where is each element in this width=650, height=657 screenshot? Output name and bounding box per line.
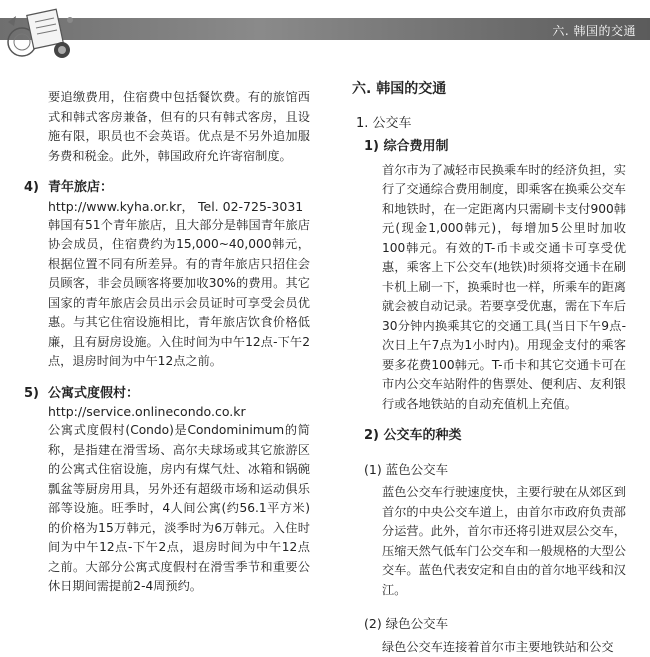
decorative-logo: [2, 2, 80, 62]
condo-heading: 5) 公寓式度假村：: [48, 384, 310, 404]
condo-url: http://service.onlinecondo.co.kr: [48, 403, 310, 421]
blue-bus-paragraph: 蓝色公交车行驶速度快，主要行驶在从郊区到首尔的中央公交车道上，由首尔市政府负责部分运营。此外，首尔市还将引进双层公交车，压缩天然气低车门公交车和一般规格的大型公交车。蓝色代表安定和自由的首尔地平线和汉江。: [382, 483, 626, 600]
condo-title: 公寓式度假村：: [48, 386, 139, 401]
youth-hostel-paragraph: 韩国有51个青年旅店，且大部分是韩国青年旅店协会成员，住宿费约为15,000~40,000韩元，根据位置不同有所差异。有的青年旅店只招住会员顾客，非会员顾客将要加收30%的费用。其它国家的青年旅店会员出示会员证时可享受会员优惠。与其它住宿设施相比，青年旅店饮食价格低廉，且有厨房设施。入住时间为中午12点-下午2点，退房时间为中午12点之前。: [48, 216, 310, 372]
youth-hostel-title: 青年旅店：: [48, 180, 113, 195]
youth-hostel-url: http://www.kyha.or.kr， Tel. 02-725-3031: [48, 198, 310, 216]
bus-types-heading: 2) 公交车的种类: [364, 426, 626, 446]
condo-entry: [48, 384, 310, 597]
section-title: 六. 韩国的交通: [352, 80, 626, 100]
bus-heading: 1. 公交车: [356, 114, 626, 134]
youth-hostel-entry: [48, 178, 310, 372]
integrated-fare-heading: 1) 综合费用制: [364, 137, 626, 157]
blue-bus-heading: (1) 蓝色公交车: [364, 460, 626, 480]
right-column: [342, 88, 626, 657]
integrated-fare-paragraph: 首尔市为了减轻市民换乘车时的经济负担，实行了交通综合费用制度，即乘客在换乘公交车和地铁时，在一定距离内只需刷卡支付900韩元(现金1,000韩元)，每增加5公里时加收100韩元。有效的T-币卡或交通卡可享受优惠，乘客上下公交车(地铁)时须将交通卡在刷卡机上刷一下，换乘时也一样，所乘车的距离就会被自动记录。若要享受优惠，需在下车后30分钟内换乘其它的交通工具(当日下午9点-次日上午7点为1小时内)。用现金支付的乘客要多花费100韩元。T-币卡和其它交通卡可在市内公交车站附件的售票处、便利店、友利银行或各地铁站的自动充值机上充值。: [382, 161, 626, 415]
running-header-title: 六. 韩国的交通: [552, 22, 636, 39]
youth-hostel-heading: 4) 青年旅店：: [48, 178, 310, 198]
lodging-intro-paragraph: 要追缴费用，住宿费中包括餐饮费。有的旅馆西式和韩式客房兼备，但有的只有韩式客房，且设施有限，职员也不会英语。优点是不另外追加服务费和税金。此外，韩国政府允许寄宿制度。: [48, 88, 310, 166]
condo-paragraph: 公寓式度假村(Condo)是Condominimum的简称，是指建在滑雪场、高尔夫球场或其它旅游区的公寓式住宿设施，房内有煤气灶、冰箱和锅碗瓢盆等厨房用具，另外还有超级市场和运动俱乐部等设施。旺季时，4人间公寓(约56.1平方米)的价格为15万韩元，淡季时为6万韩元。入住时间为中午12点-下午2点，退房时间为中午12点之前。大部分公寓式度假村在滑雪季节和重要公休日期间需提前2-4周预约。: [48, 421, 310, 597]
left-column: [48, 88, 310, 597]
green-bus-paragraph: 绿色公交车连接着首尔市主要地铁站和公交: [382, 638, 626, 657]
green-bus-heading: (2) 绿色公交车: [364, 614, 626, 634]
